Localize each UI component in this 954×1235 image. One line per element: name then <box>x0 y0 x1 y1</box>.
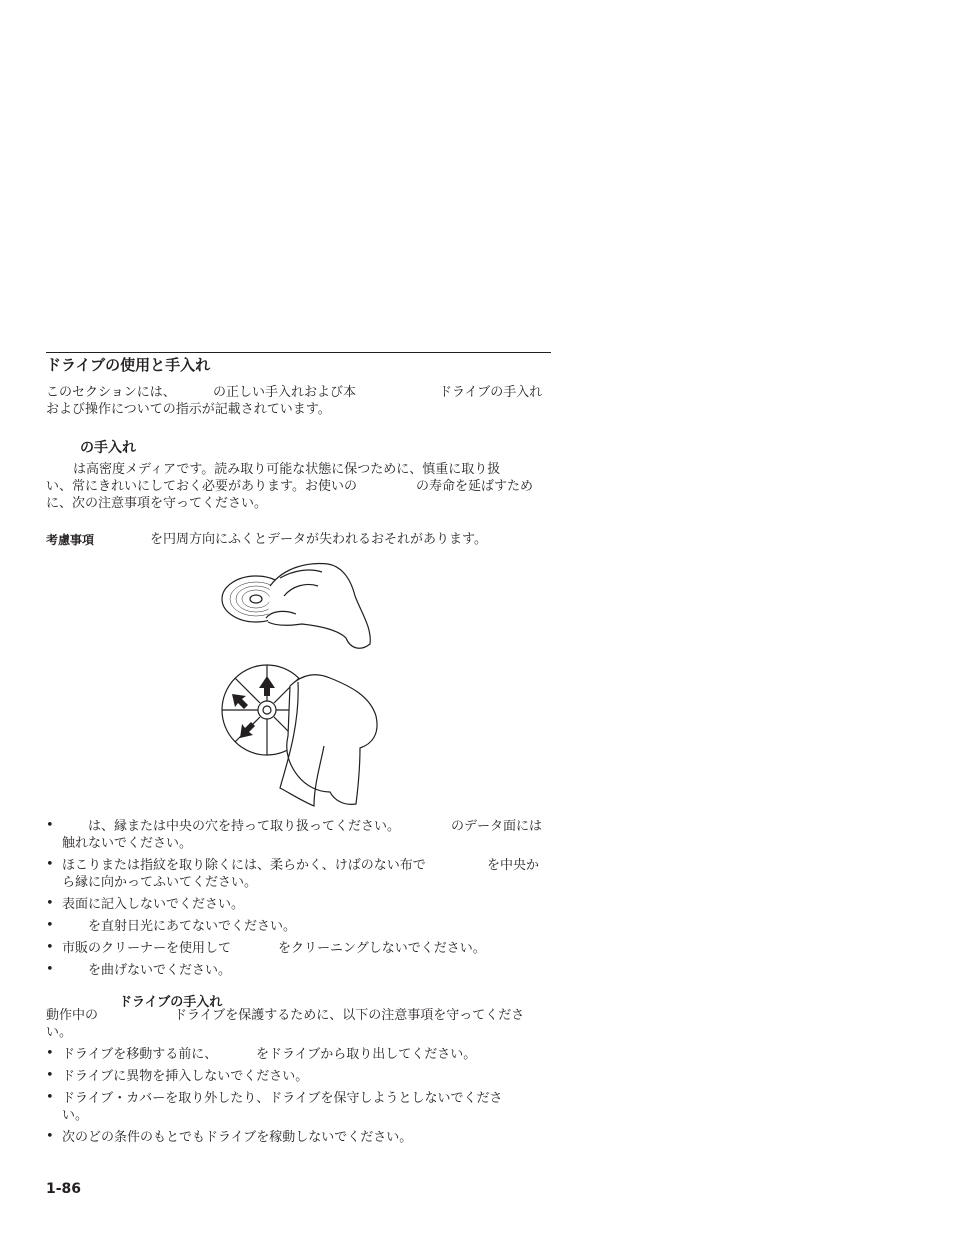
cd-handling-illustration <box>210 556 390 808</box>
cd-care-text: は高密度メディアです。読み取り可能な状態に保つために、慎重に取り扱 <box>73 462 501 477</box>
bullet-glyph: • <box>46 1046 54 1061</box>
intro-text: このセクションには、 <box>46 385 176 400</box>
drive-care-heading: ドライブの手入れ <box>119 995 223 1010</box>
cd-care-bullet-2: ほこりまたは指紋を取り除くには、柔らかく、けばのない布で <box>62 858 426 873</box>
section-rule <box>46 352 551 353</box>
cd-care-text: い、常にきれいにしておく必要があります。お使いの <box>46 479 357 494</box>
intro-line-2: および操作についての指示が記載されています。 <box>46 402 331 417</box>
bullet-glyph: • <box>46 1090 54 1105</box>
bullet-glyph: • <box>46 896 54 911</box>
bullet-glyph: • <box>46 857 54 872</box>
bullet-glyph: • <box>46 1129 54 1144</box>
drive-care-bullet-1: ドライブを移動する前に、 <box>62 1047 218 1062</box>
bullet-glyph: • <box>46 1068 54 1083</box>
consider-text: を円周方向にふくとデータが失われるおそれがあります。 <box>150 532 487 547</box>
drive-care-text: ドライブを保護するために、以下の注意事項を守ってくださ <box>174 1008 525 1023</box>
intro-text: ドライブの手入れ <box>439 385 543 400</box>
hand-holding-cd-icon <box>222 564 370 649</box>
cd-care-line-3: に、次の注意事項を守ってください。 <box>46 496 268 511</box>
cd-care-bullet-5: 市販のクリーナーを使用して <box>62 941 232 956</box>
drive-care-bullet-3-c: い。 <box>62 1108 89 1123</box>
drive-care-bullet-2: ドライブに異物を挿入しないでください。 <box>62 1069 309 1084</box>
cd-care-bullet-5-b: をクリーニングしないでください。 <box>278 941 486 956</box>
drive-care-bullet-3: ドライブ・カバーを取り外したり、ドライブを保守しようとしないでくださ <box>62 1091 503 1106</box>
drive-care-bullet-1-b: をドライブから取り出してください。 <box>256 1047 477 1062</box>
drive-care-line-2: い。 <box>46 1025 73 1040</box>
cd-care-bullet-2-c: ら縁に向かってふいてください。 <box>62 875 258 890</box>
section-title: ドライブの使用と手入れ <box>46 356 211 374</box>
intro-text: の正しい手入れおよび本 <box>213 385 357 400</box>
bullet-glyph: • <box>46 818 54 833</box>
drive-care-text: 動作中の <box>46 1008 99 1023</box>
bullet-glyph: • <box>46 940 54 955</box>
cd-care-bullet-2-b: を中央か <box>487 858 540 873</box>
page-number: 1-86 <box>46 1181 82 1197</box>
consider-label: 考慮事項 <box>46 533 95 547</box>
cd-care-bullet-6: を曲げないでください。 <box>88 963 232 978</box>
cd-care-bullet-1-b: のデータ面には <box>451 819 543 834</box>
cd-care-text: の寿命を延ばすため <box>416 479 534 494</box>
cd-care-bullet-4: を直射日光にあてないでください。 <box>88 919 297 934</box>
cd-care-heading: の手入れ <box>80 440 136 456</box>
bullet-glyph: • <box>46 962 54 977</box>
cd-care-bullet-3: 表面に記入しないでください。 <box>62 897 245 912</box>
bullet-glyph: • <box>46 918 54 933</box>
cd-care-bullet-1: は、縁または中央の穴を持って取り扱ってください。 <box>88 819 401 834</box>
drive-care-bullet-4: 次のどの条件のもとでもドライブを稼動しないでください。 <box>62 1130 413 1145</box>
cd-care-bullet-1-c: 触れないでください。 <box>62 836 193 851</box>
